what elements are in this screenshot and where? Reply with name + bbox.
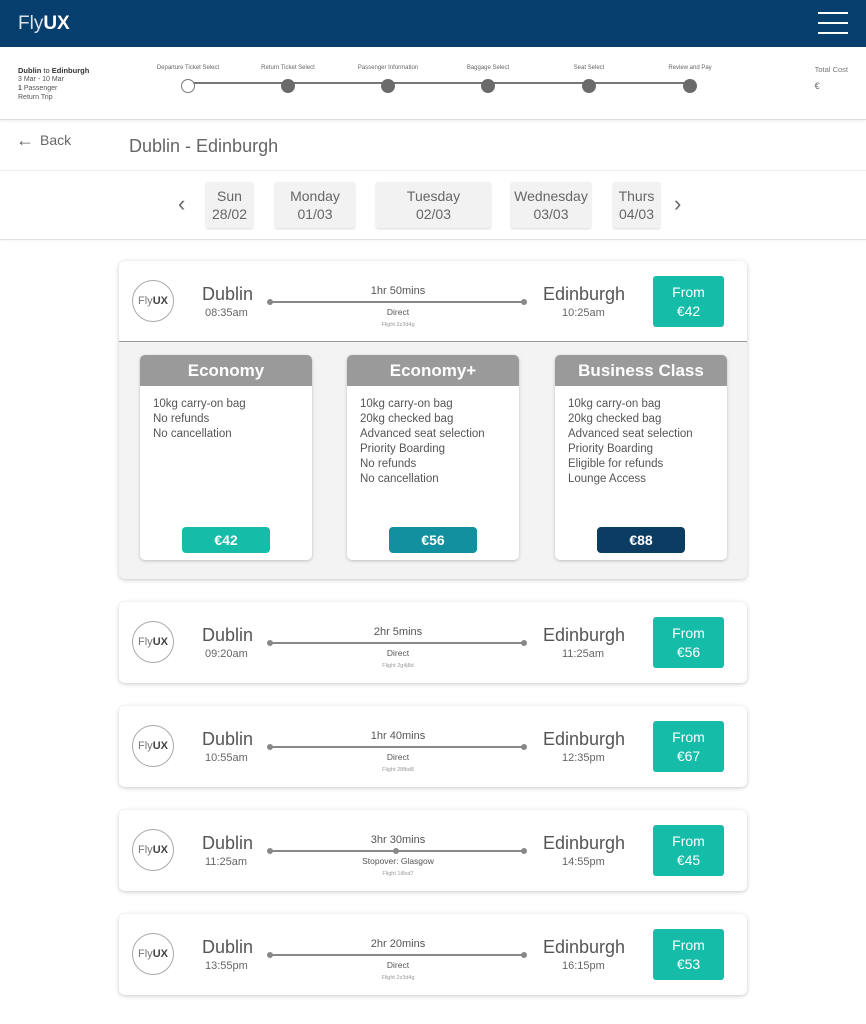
fare-title: Economy [140,355,312,386]
fare-price-button[interactable]: €42 [182,527,270,553]
flight-path-line [269,642,525,644]
step-passenger-information[interactable]: Passenger Information [338,65,438,93]
chevron-right-icon[interactable]: › [674,191,682,216]
departure-city: Dublin [202,284,254,304]
flight-stops: Direct [386,960,410,970]
flight-duration: 1hr 40mins [370,730,426,742]
departure-time: 13:55pm [205,960,248,972]
fare-title: Business Class [555,355,727,386]
menu-icon[interactable] [818,12,848,34]
flight-card[interactable] [119,706,747,787]
arrow-left-icon: ← [16,130,34,150]
step-dot [281,79,295,93]
flight-duration: 2hr 5mins [373,626,423,638]
flight-stops: Stopover: Glasgow [362,856,434,866]
progress-steps [150,65,740,95]
flight-path-line [269,954,525,956]
flight-duration: 2hr 20mins [370,938,426,950]
departure-time: 09:20am [205,648,248,660]
date-tab-tuesday[interactable]: Tuesday 02/03 [376,182,491,228]
step-dot [481,79,495,93]
flight-path-line [269,746,525,748]
flight-card[interactable] [119,810,747,891]
departure-time: 10:55am [205,752,248,764]
fare-price-button[interactable]: €88 [597,527,685,553]
from-price-button[interactable]: From €53 [653,929,724,980]
total-cost-value: € [814,81,820,91]
arrival-time: 10:25am [562,307,605,319]
fare-features: 10kg carry-on bag No refunds No cancellation [153,398,246,440]
flight-duration: 1hr 50mins [370,285,426,297]
fare-price-button[interactable]: €56 [389,527,477,553]
date-tab-monday[interactable]: Monday 01/03 [275,182,355,228]
step-return-ticket-select[interactable]: Return Ticket Select [238,65,338,93]
departure-city: Dublin [202,937,254,957]
step-baggage-select[interactable]: Baggage Select [438,65,538,93]
date-tab-thurs[interactable]: Thurs 04/03 [613,182,660,228]
step-review-and-pay[interactable]: Review and Pay [640,65,740,93]
expanded-flight [119,261,747,579]
flight-number: Flight 2z3d4g [381,975,415,981]
date-tab-wednesday[interactable]: Wednesday 03/03 [511,182,591,228]
arrival-time: 16:15pm [562,960,605,972]
flight-card[interactable] [119,602,747,683]
booking-progress-header [0,47,866,120]
fare-title: Economy+ [347,355,519,386]
departure-time: 08:35am [205,307,248,319]
fare-card-business-class [555,355,727,560]
arrival-city: Edinburgh [543,625,626,645]
arrival-city: Edinburgh [543,937,626,957]
flight-number: Flight 2g4j8d [382,663,414,669]
airline-logo: FlyUX [132,725,174,767]
date-tab-sun[interactable]: Sun 28/02 [206,182,253,228]
flight-card[interactable] [119,914,747,995]
flight-card[interactable] [119,261,747,342]
departure-city: Dublin [202,625,254,645]
flight-number: Flight 2z3d4g [381,322,415,328]
from-price-button[interactable]: From €45 [653,825,724,876]
flight-path-line [269,850,525,852]
step-seat-select[interactable]: Seat Select [539,65,639,93]
arrival-city: Edinburgh [543,284,626,304]
page-title: Dublin - Edinburgh [129,136,279,156]
flight-number: Flight 28fbd8 [382,767,414,773]
trip-type: Return Trip [18,94,53,101]
date-selector [0,170,866,240]
arrival-time: 14:55pm [562,856,605,868]
departure-time: 11:25am [205,856,247,868]
chevron-left-icon[interactable]: ‹ [178,191,186,216]
step-departure-ticket-select[interactable]: Departure Ticket Select [138,65,238,93]
flight-number: Flight 1i8xd7 [382,871,414,877]
flight-duration: 3hr 30mins [370,834,426,846]
from-price-button[interactable]: From €56 [653,617,724,668]
step-dot [582,79,596,93]
trip-summary: Dublin to Edinburgh 3 Mar - 10 Mar 1 Passenger Return Trip [18,66,90,101]
stopover-dot [393,848,399,854]
from-price-button[interactable]: From €42 [653,276,724,327]
step-dot [381,79,395,93]
flight-path-line [269,301,525,303]
flight-stops: Direct [386,307,410,317]
departure-city: Dublin [202,833,254,853]
fare-card-economy [140,355,312,560]
arrival-time: 12:35pm [562,752,605,764]
flight-stops: Direct [386,648,410,658]
arrival-city: Edinburgh [543,833,626,853]
arrival-time: 11:25am [562,648,604,660]
fare-features: 10kg carry-on bag 20kg checked bag Advanced seat selection Priority Boarding No refunds No cancellation [360,398,485,485]
back-button[interactable]: ← Back [16,130,72,150]
airline-logo: FlyUX [132,933,174,975]
airline-logo: FlyUX [132,280,174,322]
airline-logo: FlyUX [132,621,174,663]
airline-logo: FlyUX [132,829,174,871]
departure-city: Dublin [202,729,254,749]
trip-dates: 3 Mar - 10 Mar [18,76,64,83]
fare-card-economy-plus [347,355,519,560]
step-dot [181,79,195,93]
total-cost: Total Cost € [814,65,848,91]
flight-stops: Direct [386,752,410,762]
fare-features: 10kg carry-on bag 20kg checked bag Advanced seat selection Priority Boarding Eligible for refunds Lounge Access [568,398,693,485]
top-bar [0,0,866,47]
from-price-button[interactable]: From €67 [653,721,724,772]
step-dot [683,79,697,93]
app-logo[interactable]: FlyUX [18,13,70,34]
arrival-city: Edinburgh [543,729,626,749]
